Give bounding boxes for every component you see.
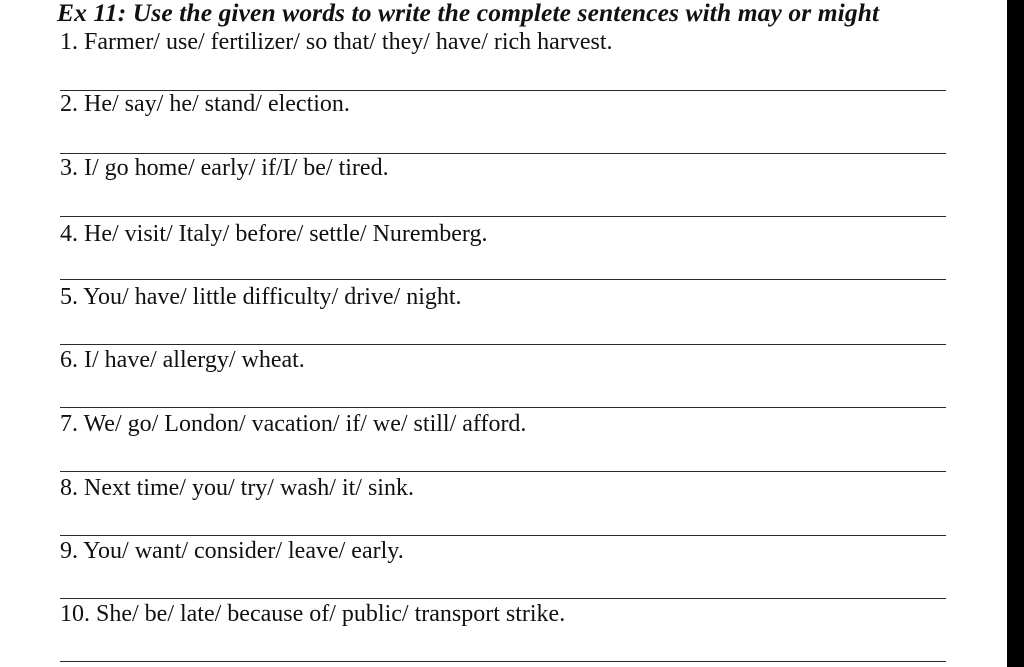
- answer-line-5[interactable]: [60, 344, 946, 345]
- sentence-prompt-5: 5. You/ have/ little difficulty/ drive/ night.: [60, 284, 462, 310]
- right-edge-bar: [1007, 0, 1024, 667]
- sentence-prompt-4: 4. He/ visit/ Italy/ before/ settle/ Nuremberg.: [60, 221, 488, 247]
- answer-line-9[interactable]: [60, 598, 946, 599]
- sentence-prompt-9: 9. You/ want/ consider/ leave/ early.: [60, 538, 404, 564]
- sentence-prompt-6: 6. I/ have/ allergy/ wheat.: [60, 347, 305, 373]
- sentence-prompt-10: 10. She/ be/ late/ because of/ public/ transport strike.: [60, 601, 566, 627]
- sentence-prompt-1: 1. Farmer/ use/ fertilizer/ so that/ they/ have/ rich harvest.: [60, 29, 613, 55]
- exercise-title: Ex 11: Use the given words to write the complete sentences with may or might: [57, 0, 880, 27]
- answer-line-7[interactable]: [60, 471, 946, 472]
- sentence-prompt-8: 8. Next time/ you/ try/ wash/ it/ sink.: [60, 475, 414, 501]
- answer-line-4[interactable]: [60, 279, 946, 280]
- answer-line-2[interactable]: [60, 153, 946, 154]
- answer-line-6[interactable]: [60, 407, 946, 408]
- answer-line-3[interactable]: [60, 216, 946, 217]
- answer-line-8[interactable]: [60, 535, 946, 536]
- answer-line-10[interactable]: [60, 661, 946, 662]
- sentence-prompt-7: 7. We/ go/ London/ vacation/ if/ we/ still/ afford.: [60, 411, 527, 437]
- sentence-prompt-2: 2. He/ say/ he/ stand/ election.: [60, 91, 350, 117]
- sentence-prompt-3: 3. I/ go home/ early/ if/I/ be/ tired.: [60, 155, 389, 181]
